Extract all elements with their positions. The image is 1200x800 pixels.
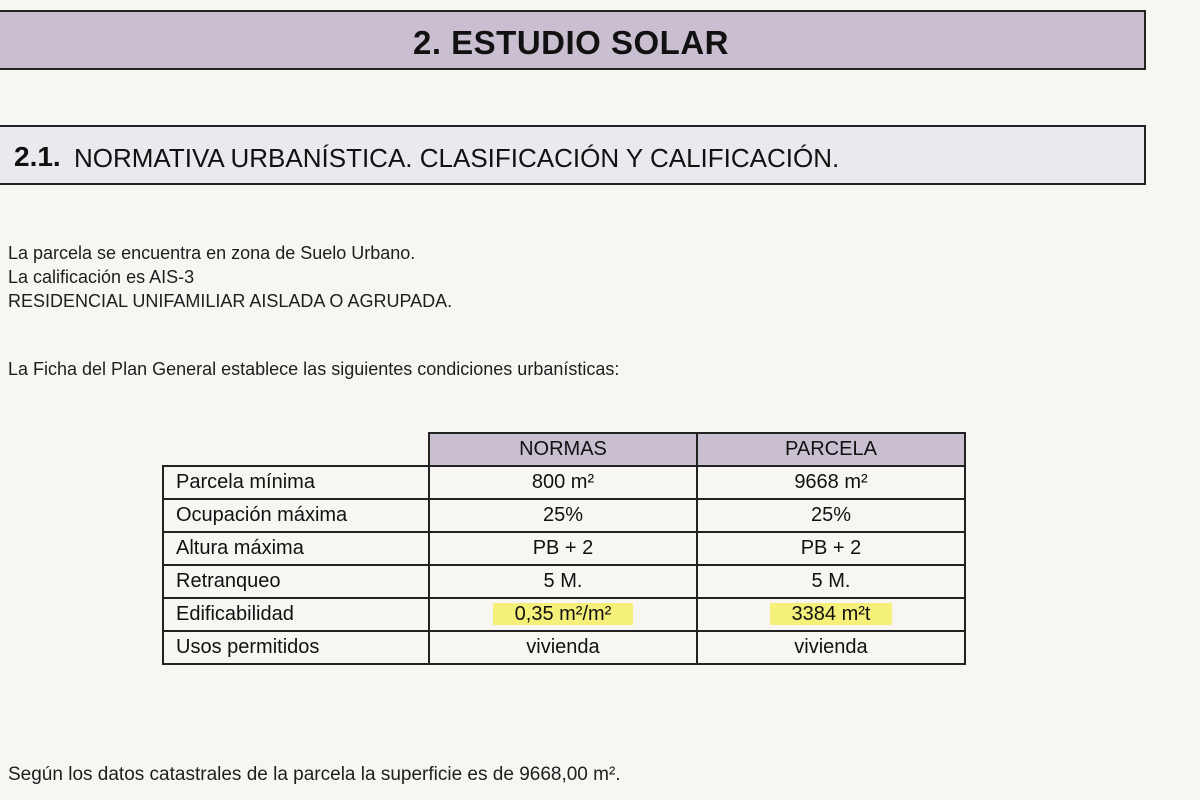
paragraph-intro: La Ficha del Plan General establece las siguientes condiciones urbanísticas: xyxy=(8,359,620,379)
parcela-value: PB + 2 xyxy=(697,532,965,565)
parcela-value: 25% xyxy=(697,499,965,532)
row-label: Ocupación máxima xyxy=(163,499,429,532)
normas-value: vivienda xyxy=(429,631,697,664)
section-heading xyxy=(0,10,1146,70)
normas-value: 5 M. xyxy=(429,565,697,598)
row-label: Retranqueo xyxy=(163,565,429,598)
column-header-normas: NORMAS xyxy=(429,433,697,466)
table-header-row xyxy=(163,433,965,466)
table-row xyxy=(163,631,965,664)
highlight-mark: 3384 m²t xyxy=(770,603,893,625)
table-row xyxy=(163,598,965,631)
normas-value: 800 m² xyxy=(429,466,697,499)
paragraph-classification: La calificación es AIS-3 xyxy=(8,267,195,287)
parcela-value: vivienda xyxy=(697,631,965,664)
normas-value-highlighted xyxy=(429,598,697,631)
paragraph-residential: RESIDENCIAL UNIFAMILIAR AISLADA O AGRUPADA. xyxy=(8,291,453,311)
table-row xyxy=(163,532,965,565)
row-label: Edificabilidad xyxy=(163,598,429,631)
footer-paragraph: Según los datos catastrales de la parcela la superficie es de 9668,00 m². xyxy=(8,764,621,785)
row-label: Usos permitidos xyxy=(163,631,429,664)
paragraph-zone: La parcela se encuentra en zona de Suelo Urbano. xyxy=(8,243,416,263)
table-row xyxy=(163,466,965,499)
table-row xyxy=(163,499,965,532)
section-title: 2. ESTUDIO SOLAR xyxy=(412,24,730,61)
normas-value: 25% xyxy=(429,499,697,532)
parcela-value: 9668 m² xyxy=(697,466,965,499)
column-header-parcela: PARCELA xyxy=(697,433,965,466)
subsection-heading xyxy=(0,125,1146,185)
normas-value: PB + 2 xyxy=(429,532,697,565)
highlight-mark: 0,35 m²/m² xyxy=(493,603,634,625)
subsection-title: NORMATIVA URBANÍSTICA. CLASIFICACIÓN Y CALIFICACIÓN. xyxy=(74,143,840,173)
conditions-table xyxy=(162,432,966,665)
table-corner xyxy=(163,433,429,466)
parcela-value: 5 M. xyxy=(697,565,965,598)
parcela-value-highlighted xyxy=(697,598,965,631)
subsection-number: 2.1. xyxy=(14,141,61,172)
row-label: Altura máxima xyxy=(163,532,429,565)
table-row xyxy=(163,565,965,598)
row-label: Parcela mínima xyxy=(163,466,429,499)
